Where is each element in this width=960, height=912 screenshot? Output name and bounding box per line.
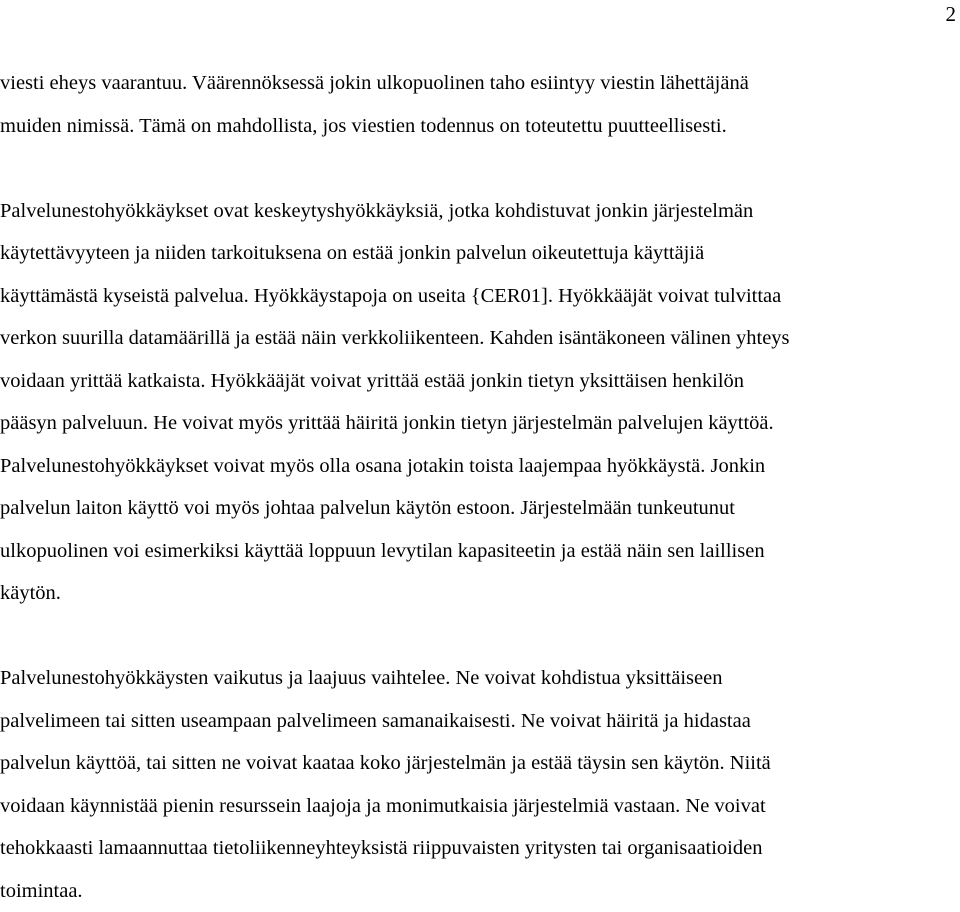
text-line: voidaan yrittää katkaista. Hyökkääjät voivat yrittää estää jonkin tietyn yksittäisen henkilön: [0, 360, 958, 403]
text-line: Palvelunestohyökkäykset ovat keskeytyshyökkäyksiä, jotka kohdistuvat jonkin järjestelmän: [0, 190, 958, 233]
page-number: 2: [946, 2, 957, 26]
text-line: käyttämästä kyseistä palvelua. Hyökkäystapoja on useita {CER01]. Hyökkääjät voivat tulvittaa: [0, 275, 958, 318]
text-line: muiden nimissä. Tämä on mahdollista, jos viestien todennus on toteutettu puutteellisesti.: [0, 105, 958, 148]
text-line: viesti eheys vaarantuu. Väärennöksessä jokin ulkopuolinen taho esiintyy viestin lähettäjänä: [0, 62, 958, 105]
text-line: voidaan käynnistää pienin resurssein laajoja ja monimutkaisia järjestelmiä vastaan. Ne voivat: [0, 785, 958, 828]
paragraph-1: [0, 62, 958, 147]
text-line: toimintaa.: [0, 870, 958, 912]
text-line: ulkopuolinen voi esimerkiksi käyttää loppuun levytilan kapasiteetin ja estää näin sen laillisen: [0, 530, 958, 573]
paragraph-3: [0, 657, 958, 912]
text-line: pääsyn palveluun. He voivat myös yrittää häiritä jonkin tietyn järjestelmän palvelujen käyttöä.: [0, 402, 958, 445]
paragraph-2: [0, 190, 958, 615]
page-body: [0, 62, 958, 912]
text-line: palvelun käyttöä, tai sitten ne voivat kaataa koko järjestelmän ja estää täysin sen käytön. Niitä: [0, 742, 958, 785]
text-line: käytön.: [0, 572, 958, 615]
text-line: tehokkaasti lamaannuttaa tietoliikenneyhteyksistä riippuvaisten yritysten tai organisaatioiden: [0, 827, 958, 870]
text-line: Palvelunestohyökkäysten vaikutus ja laajuus vaihtelee. Ne voivat kohdistua yksittäiseen: [0, 657, 958, 700]
text-line: verkon suurilla datamäärillä ja estää näin verkkoliikenteen. Kahden isäntäkoneen välinen yhteys: [0, 317, 958, 360]
text-line: palvelun laiton käyttö voi myös johtaa palvelun käytön estoon. Järjestelmään tunkeutunut: [0, 487, 958, 530]
text-line: käytettävyyteen ja niiden tarkoituksena on estää jonkin palvelun oikeutettuja käyttäjiä: [0, 232, 958, 275]
text-line: Palvelunestohyökkäykset voivat myös olla osana jotakin toista laajempaa hyökkäystä. Jonkin: [0, 445, 958, 488]
text-line: palvelimeen tai sitten useampaan palvelimeen samanaikaisesti. Ne voivat häiritä ja hidastaa: [0, 700, 958, 743]
